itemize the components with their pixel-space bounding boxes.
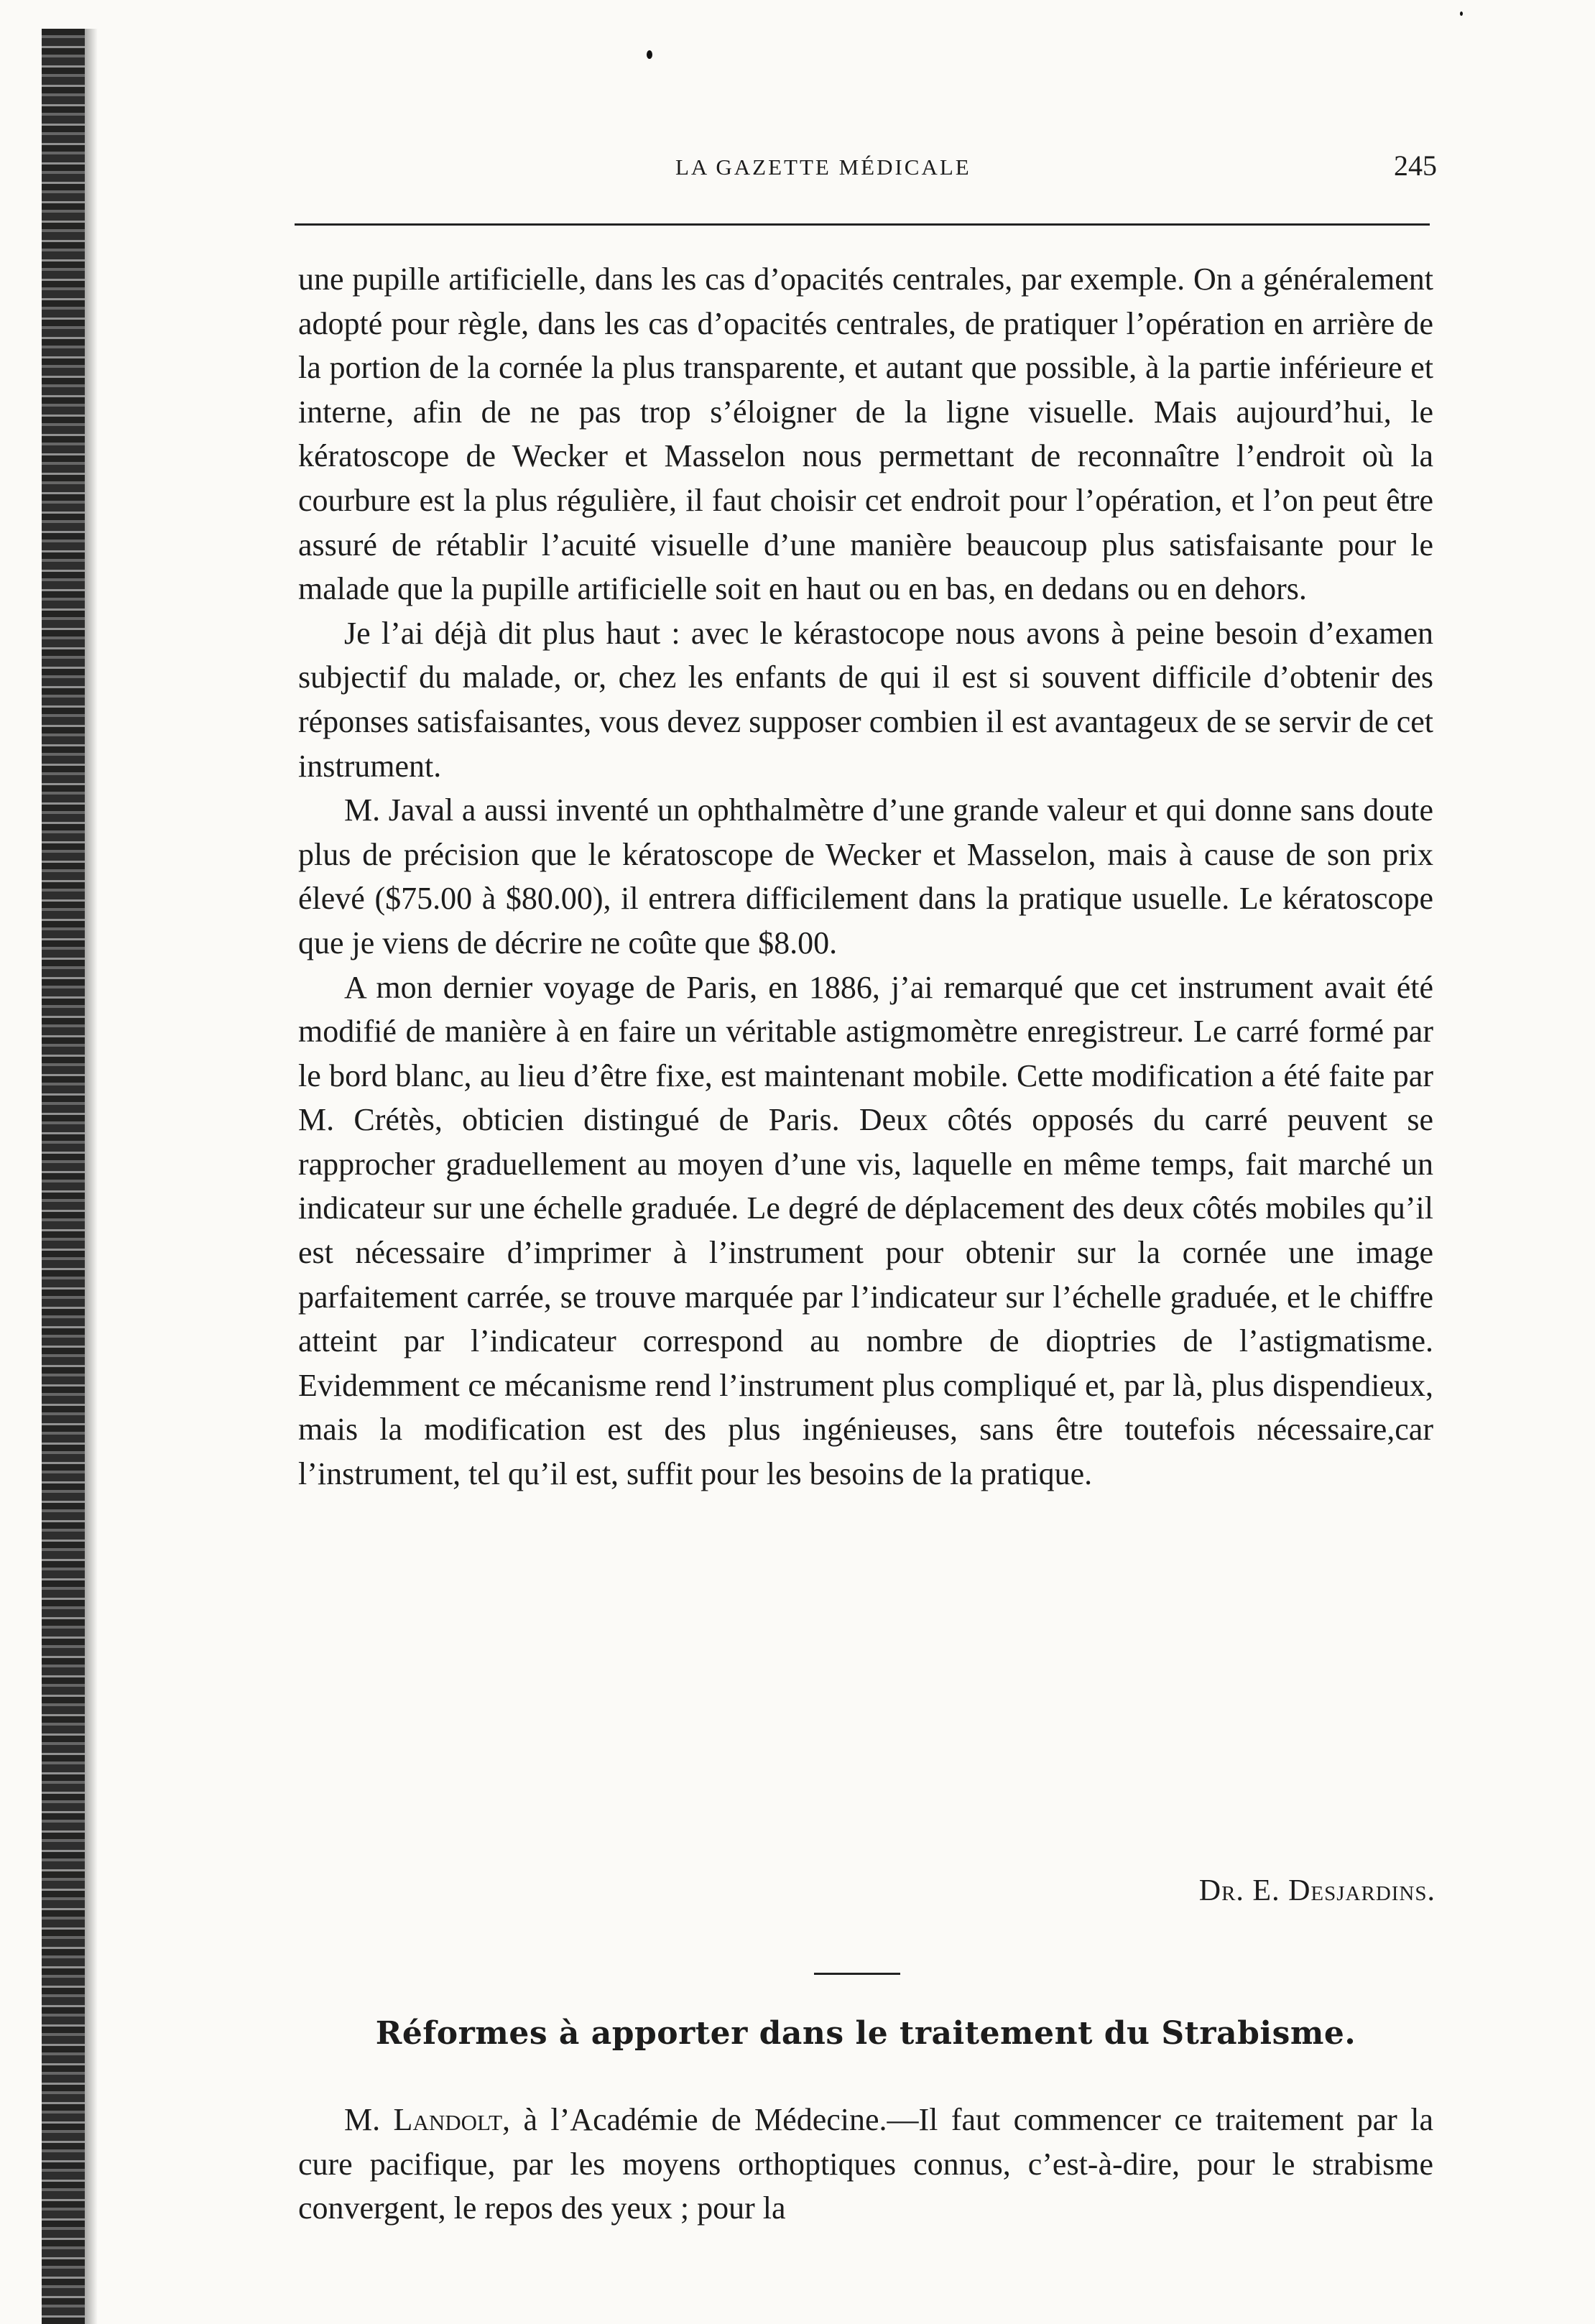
ink-speck — [647, 50, 652, 59]
running-title: LA GAZETTE MÉDICALE — [675, 154, 971, 180]
paragraph — [298, 2098, 1433, 2231]
article-body — [298, 257, 1433, 1496]
paragraph: A mon dernier voyage de Paris, en 1886, j’ai remarqué que cet instrument avait été modifié de manière à en faire un véritable astigmomètre enregistreur. Le carré formé par le bord blanc, au lieu d’être fixe, est maintenant mobile. Cette modification a été faite par M. Crétès, obticien distingué de Paris. Deux côtés opposés du carré peuvent se rapprocher graduellement au moyen d’une vis, laquelle en même temps, fait marché un indicateur sur une échelle graduée. Le degré de déplacement des deux côtés mobiles qu’il est nécessaire d’imprimer à l’instrument pour obtenir sur la cornée une image parfaitement carrée, se trouve marquée par l’indicateur sur l’échelle graduée, et le chiffre atteint par l’indicateur correspond au nombre de dioptries de l’astigmatisme. Evidemment ce mécanisme rend l’instrument plus compliqué et, par là, plus dispendieux, mais la modification est des plus ingénieuses, sans être toutefois nécessaire,car l’instrument, tel qu’il est, suffit pour les besoins de la pratique. — [298, 969, 1433, 1492]
author-signature: Dr. E. Desjardins. — [1198, 1874, 1436, 1907]
paragraph: M. Javal a aussi inventé un ophthalmètre d’une grande valeur et qui donne sans doute plus de précision que le kératoscope de Wecker et Masselon, mais à cause de son prix élevé ($75.00 à $80.00), il entrera difficilement dans la pratique usuelle. Le kératoscope que je viens de décrire ne coûte que $8.00. — [298, 792, 1433, 960]
paragraph: Je l’ai déjà dit plus haut : avec le kérastocope nous avons à peine besoin d’examen subjectif du malade, or, chez les enfants de qui il est si souvent difficile d’obtenir des réponses satisfaisantes, vous devez supposer combien il est avantageux de se servir de cet instrument. — [298, 615, 1433, 784]
section-separator — [814, 1973, 900, 1975]
page-number: 245 — [1394, 149, 1437, 182]
paragraph: une pupille artificielle, dans les cas d’opacités centrales, par exemple. On a généralement adopté pour règle, dans les cas d’opacités centrales, de pratiquer l’opération en arrière de la portion de la cornée la plus transparente, et autant que possible, à la partie inférieure et interne, afin de ne pas trop s’éloigner de la ligne visuelle. Mais aujourd’hui, le kératoscope de Wecker et Masselon nous permettant de reconnaître l’endroit où la courbure est la plus régulière, il faut choisir cet endroit pour l’opération, et l’on peut être assuré de rétablir l’acuité visuelle d’une manière beaucoup plus satisfaisante pour le malade que la pupille artificielle soit en haut ou en bas, en dedans ou en dehors. — [298, 261, 1433, 607]
section-heading: Réformes à apporter dans le traitement du Strabisme. — [375, 2015, 1356, 2052]
binding-edge — [42, 29, 85, 2324]
paragraph-text: , à l’Académie de Médecine.—Il faut commencer ce traitement par la cure pacifique, par les moyens orthoptiques connus, c’est-à-dire, pour le strabisme convergent, le repos des yeux ; pour la — [298, 2102, 1433, 2226]
section-body — [298, 2098, 1433, 2231]
ink-speck — [1460, 11, 1463, 16]
page-header — [295, 147, 1437, 190]
author-name: M. Landolt — [344, 2102, 503, 2137]
header-rule — [295, 223, 1430, 226]
